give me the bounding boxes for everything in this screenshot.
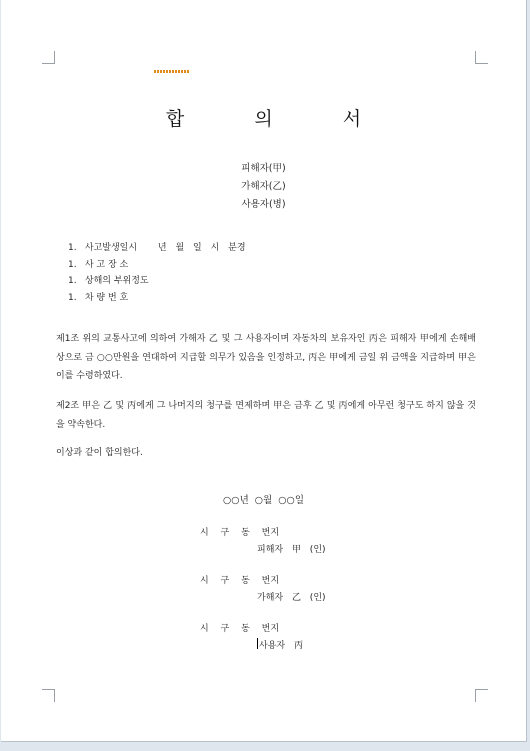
text-cursor (257, 638, 258, 649)
item-number: 1. (68, 292, 77, 303)
item-label: 차 량 번 호 (84, 292, 129, 303)
parties-block (1, 160, 526, 214)
list-item (68, 257, 246, 274)
margin-corner-top-left (42, 51, 55, 64)
clause-1: 제1조 위의 교통사고에 의하여 가해자 乙 및 그 사용자이며 자동차의 보유자인 丙은 피해자 甲에게 손해배상으로 금 ○○만원을 연대하여 지급할 의무가 있음을 인정하고, 丙은 甲에게 금일 위 금액을 지급하며 甲은 이를 수령하였다. (56, 334, 476, 381)
closing-statement: 이상과 같이 합의한다. (56, 448, 143, 458)
clause-2: 제2조 甲은 乙 및 丙에게 그 나머지의 청구를 면제하며 甲은 금후 乙 및 丙에게 아무런 청구도 하지 않을 것을 약속한다. (56, 401, 476, 430)
item-label: 사고발생일시 (84, 243, 138, 253)
signature-party: 피해자 甲 (인) (257, 545, 326, 555)
signature-address: 시 구 동 번지 (200, 528, 280, 538)
signature-address: 시 구 동 번지 (200, 624, 280, 634)
margin-corner-bottom-right (475, 689, 488, 702)
item-number: 1. (68, 276, 77, 286)
signature-party-text: 사용자 丙 (259, 641, 303, 651)
margin-corner-top-right (475, 51, 488, 64)
party-victim: 피해자(甲) (241, 163, 286, 174)
signature-block-victim (200, 525, 326, 559)
item-label: 상해의 부위정도 (84, 276, 149, 286)
margin-corner-bottom-left (42, 689, 55, 702)
party-employer: 사용자(병) (241, 199, 286, 210)
item-number: 1. (68, 259, 77, 270)
list-item (68, 273, 246, 290)
signature-block-offender (200, 573, 326, 607)
signature-address: 시 구 동 번지 (200, 576, 280, 586)
item-label: 사 고 장 소 (84, 259, 129, 270)
list-item (68, 240, 246, 257)
spell-check-underline (154, 70, 190, 73)
agreement-date: ○○년 ○월 ○○일 (222, 495, 305, 506)
accident-items-list (68, 240, 246, 306)
item-datetime-fields: 년 월 일 시 분경 (157, 243, 246, 253)
document-page[interactable] (1, 0, 527, 742)
document-title: 합 의 서 (165, 108, 394, 130)
signature-block-employer (200, 621, 303, 655)
party-offender: 가해자(乙) (241, 181, 286, 192)
item-number: 1. (68, 243, 77, 253)
list-item (68, 290, 246, 307)
signature-party-with-caret (200, 638, 303, 655)
signature-party: 가해자 乙 (인) (257, 593, 326, 603)
